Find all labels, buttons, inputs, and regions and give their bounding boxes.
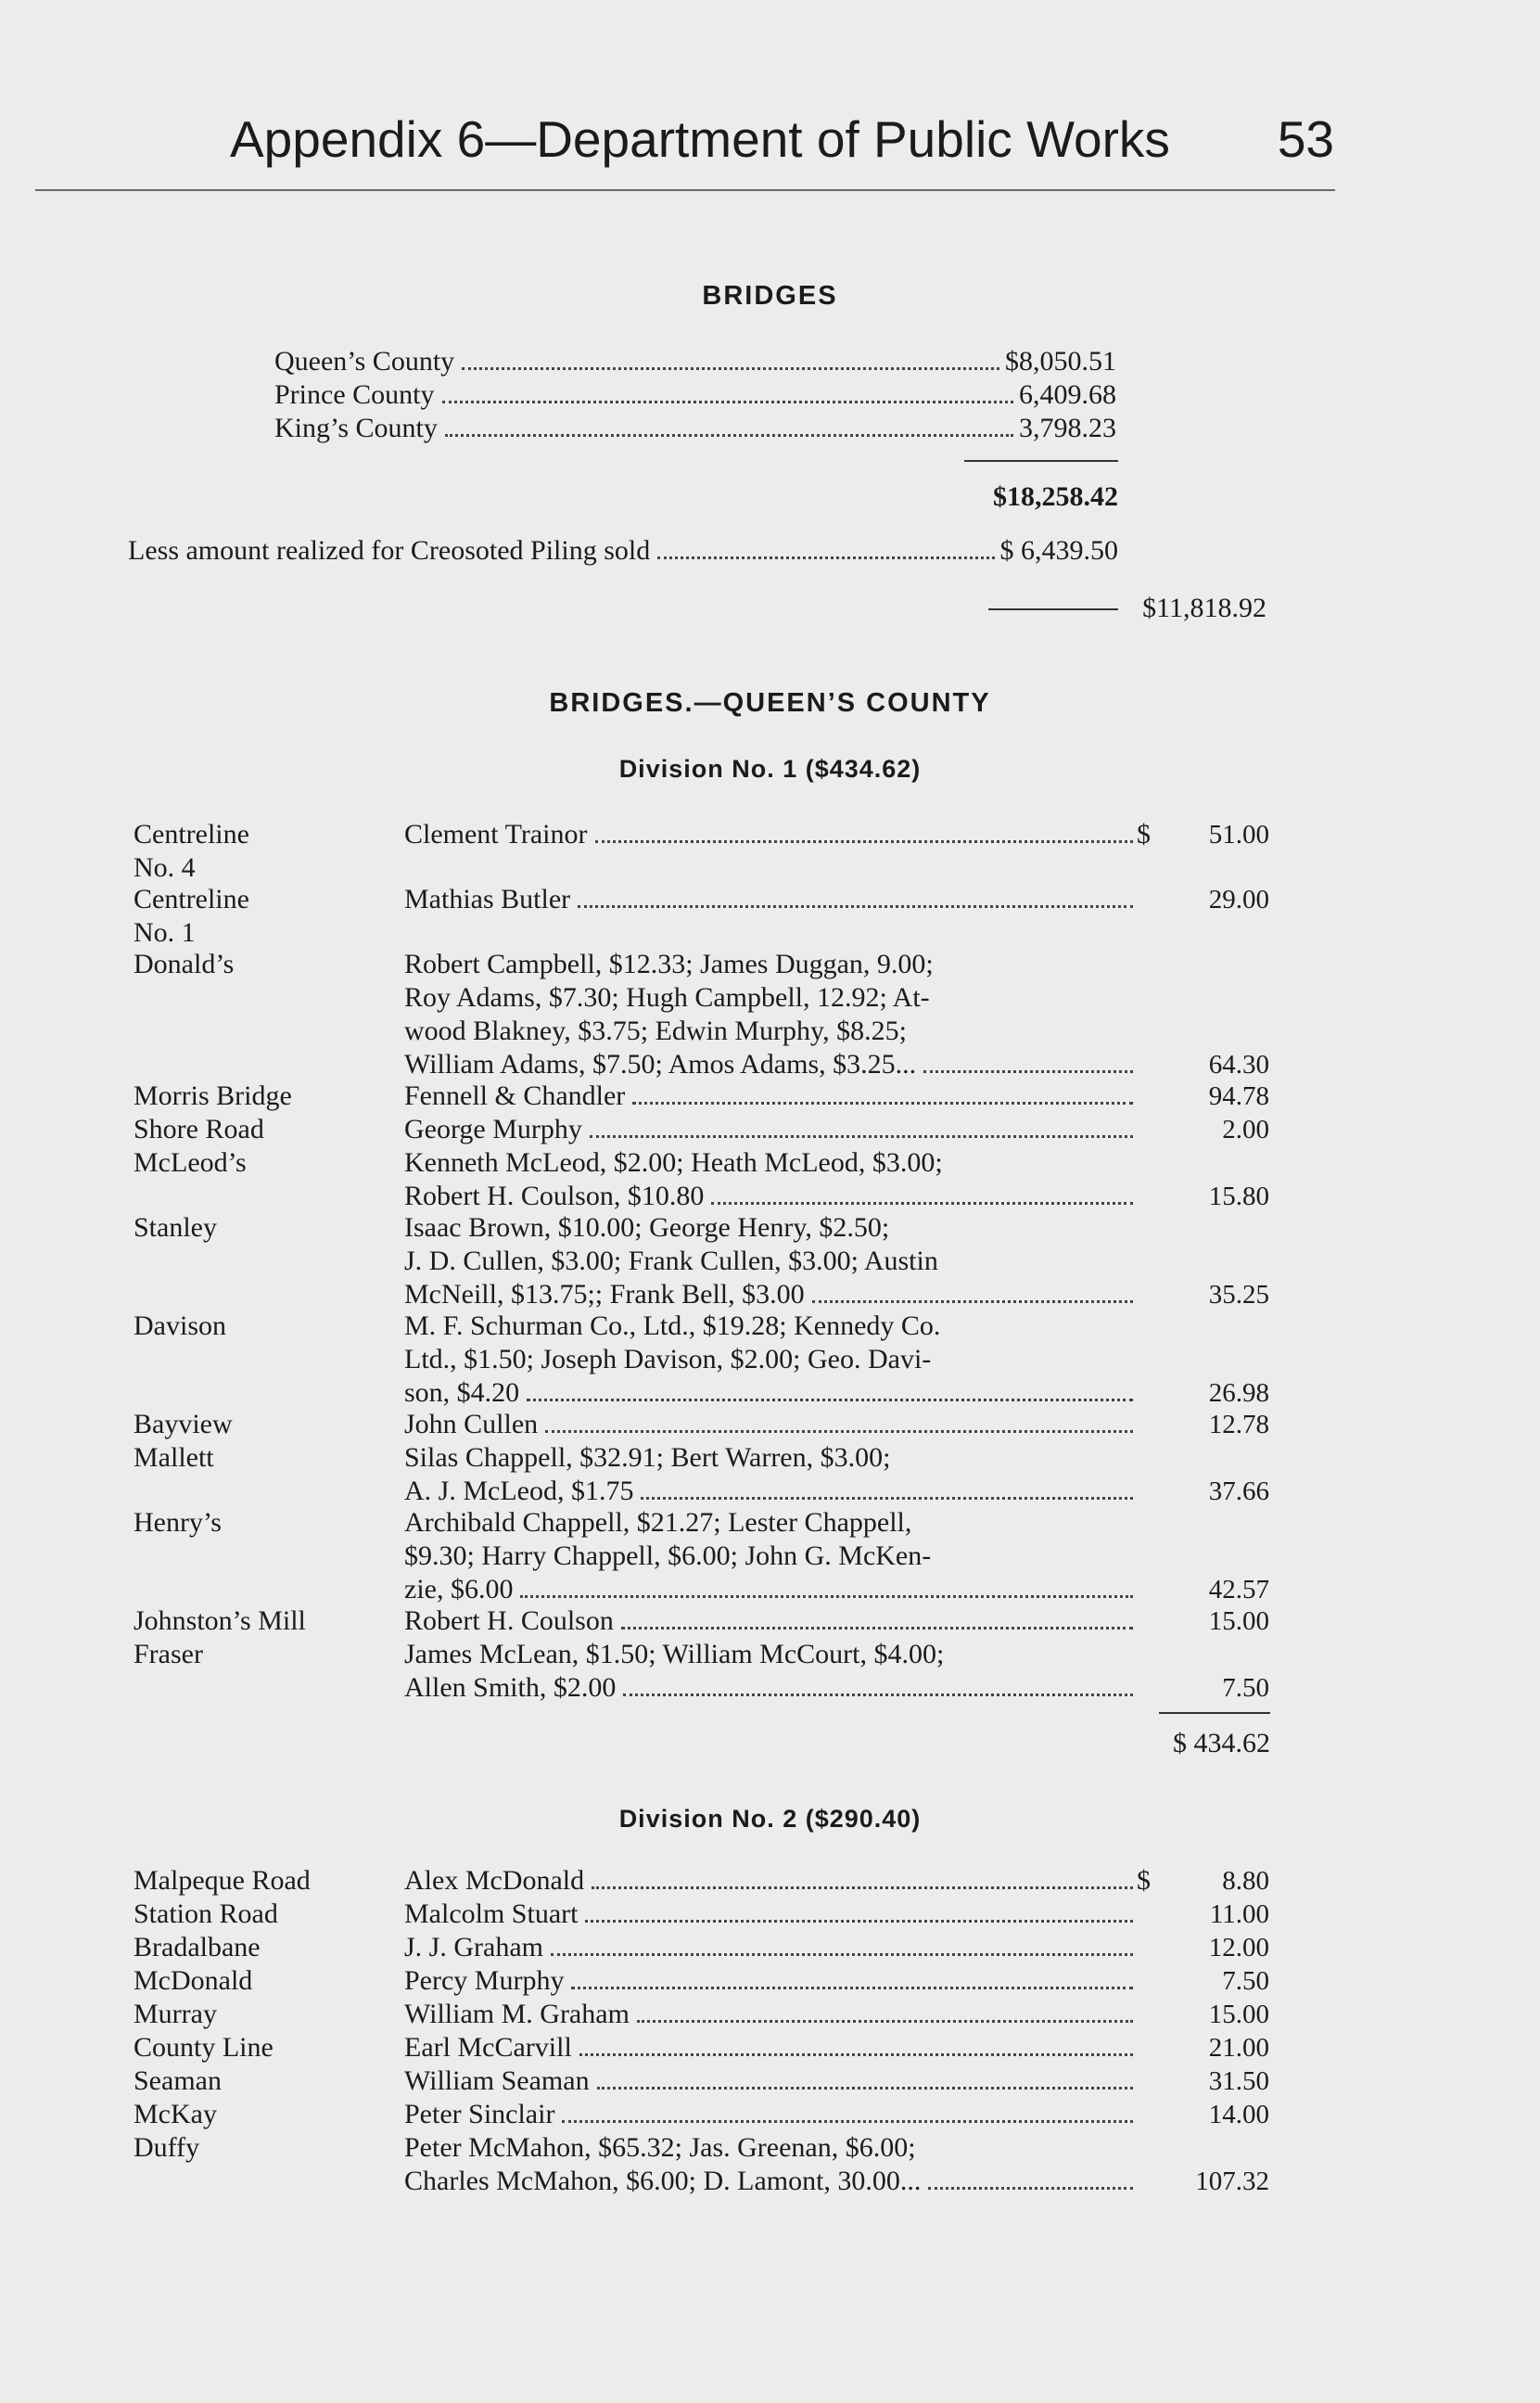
payee-description (404, 818, 1137, 851)
dot-leader (442, 401, 1014, 403)
bridge-location-line: Donald’s (134, 949, 235, 979)
row-amount: 29.00 (1208, 885, 1269, 914)
payee-line (404, 1211, 1137, 1245)
payee-description (404, 2064, 1137, 2098)
payee-text: William M. Graham (404, 1999, 630, 2029)
payee-description (404, 1441, 1137, 1508)
bridge-location-line: Bradalbane (134, 1932, 261, 1962)
bridge-location (134, 2131, 199, 2165)
bridge-location (134, 1638, 203, 1671)
payee-description (404, 1604, 1137, 1638)
payee-line (404, 2098, 1137, 2131)
payee-line (404, 2031, 1137, 2064)
payee-text: Robert Campbell, $12.33; James Duggan, 9.00; (404, 949, 934, 979)
payee-text: Alex McDonald (404, 1865, 585, 1896)
bridge-location-line: Johnston’s Mill (134, 1605, 306, 1636)
bridge-location (134, 1964, 252, 1998)
payee-text: McNeill, $13.75;; Frank Bell, $3.00 (404, 1279, 805, 1310)
summary-county-amount: $8,050.51 (1005, 346, 1116, 377)
payee-line (404, 818, 1137, 851)
dot-leader (597, 2087, 1133, 2090)
header-rule (35, 189, 1335, 191)
row-amount: 14.00 (1208, 2100, 1269, 2129)
payee-description (404, 1113, 1137, 1146)
payee-line (404, 2064, 1137, 2098)
dot-leader (632, 1102, 1133, 1105)
payee-line (404, 1245, 1137, 1278)
summary-county-name: Prince County (274, 379, 435, 410)
dot-leader (545, 1430, 1133, 1433)
dot-leader (641, 1497, 1133, 1500)
payee-description (404, 2131, 1137, 2198)
bridge-location-line: Fraser (134, 1639, 203, 1669)
dot-leader (520, 1595, 1133, 1598)
summary-row-prince (274, 378, 1116, 412)
payee-line (404, 1015, 1137, 1048)
payee-description (404, 2098, 1137, 2131)
row-amount: 2.00 (1222, 1115, 1269, 1144)
row-amount: 7.50 (1222, 1966, 1269, 1996)
payee-line (404, 1864, 1137, 1898)
row-amount: 26.98 (1208, 1378, 1269, 1408)
payee-text: Peter McMahon, $65.32; Jas. Greenan, $6.00; (404, 2132, 916, 2163)
bridge-location (134, 2098, 217, 2131)
bridge-location (134, 1998, 217, 2031)
division1-total-rule (1159, 1712, 1270, 1714)
bridge-location-line: Malpeque Road (134, 1865, 311, 1896)
payee-line (404, 1998, 1137, 2031)
payee-line (404, 1506, 1137, 1540)
payee-description (404, 1211, 1137, 1311)
payee-text: Roy Adams, $7.30; Hugh Campbell, 12.92; At- (404, 982, 930, 1013)
row-amount: 12.00 (1208, 1933, 1269, 1962)
payee-text: J. J. Graham (404, 1932, 543, 1962)
summary-county-name: King’s County (274, 413, 438, 443)
bridge-location-line: Seaman (134, 2065, 222, 2096)
bridge-location-line: Station Road (134, 1898, 278, 1929)
payee-line (404, 1638, 1137, 1671)
bridge-location (134, 948, 234, 981)
payee-description (404, 948, 1137, 1081)
bridge-location-line: Stanley (134, 1212, 217, 1243)
payee-description (404, 1864, 1137, 1898)
bridge-location-line: Morris Bridge (134, 1080, 292, 1111)
dollar-sign: $ (1137, 819, 1151, 850)
dot-leader (590, 1135, 1133, 1138)
payee-line (404, 1376, 1137, 1410)
bridge-location-line: No. 4 (134, 852, 196, 883)
payee-description (404, 1146, 1137, 1213)
bridge-location (134, 1604, 306, 1638)
payee-description (404, 883, 1137, 916)
bridge-location (134, 1506, 222, 1540)
division1-heading: Division No. 1 ($434.62) (618, 755, 922, 783)
payee-description (404, 1898, 1137, 1931)
dollar-sign: $ (1137, 1865, 1151, 1896)
bridge-location-line: County Line (134, 2032, 274, 2063)
dot-leader (562, 2120, 1133, 2123)
bridge-location (134, 818, 249, 885)
payee-text: wood Blakney, $3.75; Edwin Murphy, $8.25; (404, 1016, 907, 1046)
summary-total: $18,258.42 (993, 481, 1118, 512)
payee-text: Clement Trainor (404, 819, 588, 850)
dot-leader (578, 905, 1133, 908)
row-amount: 21.00 (1208, 2033, 1269, 2063)
payee-line (404, 1671, 1137, 1705)
bridge-location (134, 1146, 247, 1180)
less-amount: $ 6,439.50 (999, 535, 1118, 566)
payee-text: William Seaman (404, 2065, 590, 2096)
dot-leader (595, 840, 1133, 843)
dot-leader (623, 1694, 1133, 1696)
dot-leader (527, 1399, 1133, 1401)
payee-description (404, 2031, 1137, 2064)
bridge-location (134, 1211, 217, 1245)
payee-line (404, 1343, 1137, 1376)
dot-leader (711, 1202, 1133, 1205)
payee-description (404, 1964, 1137, 1998)
payee-text: Ltd., $1.50; Joseph Davison, $2.00; Geo. Davi- (404, 1344, 932, 1374)
payee-text: Mathias Butler (404, 884, 571, 914)
payee-text: Fennell & Chandler (404, 1080, 626, 1111)
payee-text: son, $4.20 (404, 1377, 520, 1408)
payee-line (404, 2131, 1137, 2165)
payee-text: Robert H. Coulson, $10.80 (404, 1181, 705, 1211)
bridge-location (134, 1864, 311, 1898)
payee-line (404, 1408, 1137, 1441)
payee-description (404, 1931, 1137, 1964)
payee-line (404, 1278, 1137, 1311)
payee-line (404, 1931, 1137, 1964)
dot-leader (579, 2053, 1133, 2056)
dot-leader (571, 1987, 1133, 1989)
payee-text: M. F. Schurman Co., Ltd., $19.28; Kennedy Co. (404, 1310, 941, 1341)
bridge-location-line: Shore Road (134, 1114, 264, 1144)
payee-line (404, 1048, 1137, 1081)
payee-line (404, 1964, 1137, 1998)
bridge-location (134, 1898, 278, 1931)
summary-row-kings (274, 412, 1116, 445)
payee-description (404, 1080, 1137, 1113)
dot-leader (462, 367, 999, 370)
dot-leader (812, 1300, 1133, 1303)
payee-text: Isaac Brown, $10.00; George Henry, $2.50; (404, 1212, 890, 1243)
bridge-location-line: Centreline (134, 819, 249, 850)
payee-line (404, 1604, 1137, 1638)
payee-line (404, 1113, 1137, 1146)
dot-leader (585, 1920, 1133, 1923)
payee-text: Charles McMahon, $6.00; D. Lamont, 30.00... (404, 2166, 922, 2196)
payee-line (404, 1441, 1137, 1475)
payee-text: James McLean, $1.50; William McCourt, $4.00; (404, 1639, 945, 1669)
payee-text: $9.30; Harry Chappell, $6.00; John G. McKen- (404, 1540, 932, 1571)
row-amount: 94.78 (1208, 1081, 1269, 1111)
dot-leader (621, 1627, 1133, 1630)
payee-text: John Cullen (404, 1409, 539, 1439)
payee-description (404, 1638, 1137, 1705)
summary-row-queens (274, 345, 1116, 378)
row-amount: 15.00 (1208, 2000, 1269, 2029)
total-rule (964, 460, 1118, 462)
bridge-location-line: Mallett (134, 1442, 214, 1473)
payee-description (404, 1998, 1137, 2031)
dot-leader (657, 556, 994, 559)
payee-line (404, 883, 1137, 916)
payee-text: zie, $6.00 (404, 1574, 514, 1604)
net-amount: $11,818.92 (1142, 593, 1266, 623)
payee-text: A. J. McLeod, $1.75 (404, 1476, 634, 1506)
page-header-title: Appendix 6—Department of Public Works (230, 110, 1170, 168)
bridge-location (134, 1408, 233, 1441)
payee-line (404, 948, 1137, 981)
payee-text: Silas Chappell, $32.91; Bert Warren, $3.00; (404, 1442, 891, 1473)
division2-heading: Division No. 2 ($290.40) (618, 1805, 922, 1833)
bridge-location-line: McLeod’s (134, 1147, 247, 1178)
bridge-location-line: Murray (134, 1999, 217, 2029)
payee-description (404, 1506, 1137, 1606)
payee-text: Malcolm Stuart (404, 1898, 579, 1929)
row-amount: 8.80 (1222, 1866, 1269, 1896)
dot-leader (592, 1886, 1133, 1889)
payee-line (404, 1540, 1137, 1573)
page-number: 53 (1277, 110, 1334, 168)
bridge-location (134, 883, 249, 950)
bridge-location-line: No. 1 (134, 917, 196, 948)
row-amount: 11.00 (1209, 1899, 1269, 1929)
row-amount: 31.50 (1208, 2066, 1269, 2096)
payee-text: Kenneth McLeod, $2.00; Heath McLeod, $3.00; (404, 1147, 943, 1178)
row-amount: 42.57 (1208, 1575, 1269, 1604)
less-label: Less amount realized for Creosoted Piling sold (128, 535, 651, 566)
row-amount: 37.66 (1208, 1476, 1269, 1506)
payee-line (404, 1310, 1137, 1343)
summary-county-name: Queen’s County (274, 346, 455, 377)
payee-text: Archibald Chappell, $21.27; Lester Chappell, (404, 1507, 912, 1538)
payee-description (404, 1408, 1137, 1441)
payee-line (404, 2165, 1137, 2198)
summary-county-amount: 6,409.68 (1019, 379, 1116, 410)
bridge-location-line: McKay (134, 2099, 217, 2129)
bridge-location (134, 2064, 222, 2098)
bridge-location-line: Duffy (134, 2132, 200, 2163)
payee-line (404, 1573, 1137, 1606)
dot-leader (551, 1953, 1133, 1956)
less-row (128, 534, 1118, 568)
bridge-location-line: Davison (134, 1310, 226, 1341)
row-amount: 15.80 (1208, 1182, 1269, 1211)
payee-text: Robert H. Coulson (404, 1605, 614, 1636)
dot-leader (923, 1070, 1133, 1073)
row-amount: 107.32 (1195, 2167, 1269, 2196)
queens-heading: BRIDGES.—QUEEN’S COUNTY (549, 688, 991, 718)
row-amount: 64.30 (1208, 1050, 1269, 1080)
payee-line (404, 1146, 1137, 1180)
payee-text: Allen Smith, $2.00 (404, 1672, 617, 1703)
row-amount: 51.00 (1208, 820, 1269, 850)
payee-text: Percy Murphy (404, 1965, 565, 1996)
bridge-location (134, 1113, 264, 1146)
bridge-location (134, 1310, 226, 1343)
row-amount: 7.50 (1222, 1673, 1269, 1703)
row-amount: 12.78 (1208, 1410, 1269, 1439)
bridge-location (134, 1080, 292, 1113)
payee-text: George Murphy (404, 1114, 582, 1144)
bridge-location-line: Bayview (134, 1409, 233, 1439)
dot-leader (637, 2020, 1133, 2023)
payee-text: Peter Sinclair (404, 2099, 555, 2129)
bridge-location-line: McDonald (134, 1965, 253, 1996)
bridge-location (134, 1441, 214, 1475)
payee-text: William Adams, $7.50; Amos Adams, $3.25... (404, 1049, 917, 1080)
row-amount: 35.25 (1208, 1280, 1269, 1310)
summary-county-amount: 3,798.23 (1019, 413, 1116, 443)
row-amount: 15.00 (1208, 1606, 1269, 1636)
payee-line (404, 1475, 1137, 1508)
payee-line (404, 1898, 1137, 1931)
dot-leader (445, 434, 1013, 437)
bridge-location-line: Henry’s (134, 1507, 222, 1538)
division1-total: $ 434.62 (1173, 1728, 1270, 1758)
bridge-location (134, 1931, 261, 1964)
payee-line (404, 1080, 1137, 1113)
bridge-location (134, 2031, 274, 2064)
bridge-location-line: Centreline (134, 884, 249, 914)
payee-line (404, 1180, 1137, 1213)
payee-description (404, 1310, 1137, 1410)
bridges-heading: BRIDGES (702, 281, 838, 311)
payee-line (404, 981, 1137, 1015)
payee-text: Earl McCarvill (404, 2032, 572, 2063)
payee-text: J. D. Cullen, $3.00; Frank Cullen, $3.00; Austin (404, 1246, 938, 1276)
dot-leader (928, 2187, 1133, 2190)
